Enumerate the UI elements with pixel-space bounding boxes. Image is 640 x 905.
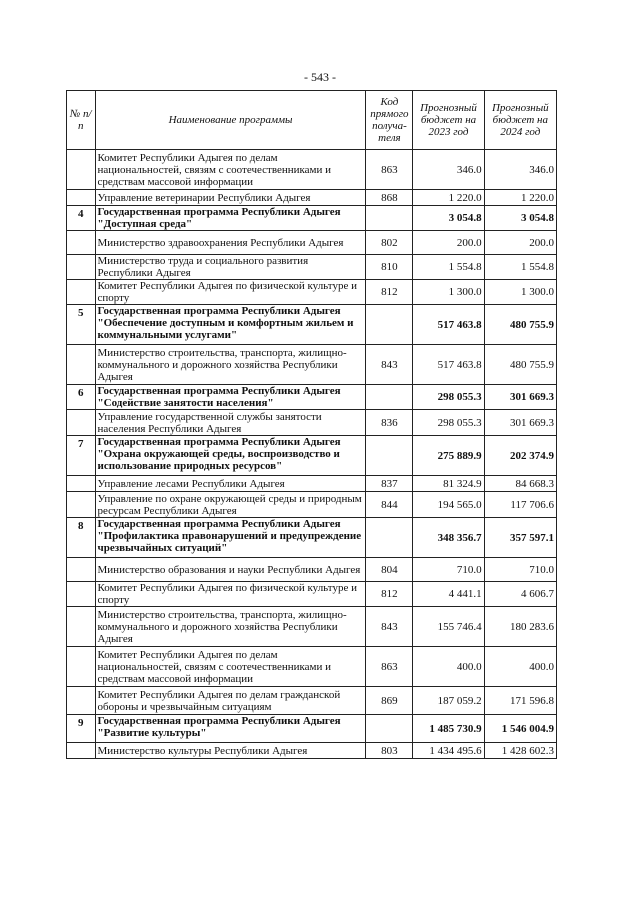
recipient-row (67, 231, 557, 255)
budget-2023: 1 300.0 (413, 280, 484, 305)
row-number (67, 492, 96, 518)
budget-2024: 171 596.8 (484, 687, 556, 715)
recipient-code: 843 (366, 345, 413, 385)
budget-2024: 1 428 602.3 (484, 743, 556, 759)
recipient-code (366, 715, 413, 743)
recipient-code: 803 (366, 743, 413, 759)
budget-2024: 1 546 004.9 (484, 715, 556, 743)
program-name: Государственная программа Республики Адыгея "Развитие культуры" (95, 715, 366, 743)
row-number: 7 (67, 436, 96, 476)
row-number (67, 582, 96, 607)
budget-2024: 1 554.8 (484, 255, 556, 280)
budget-2023: 517 463.8 (413, 305, 484, 345)
program-row (67, 518, 557, 558)
header-budget-2024: Прогнозный бюджет на 2024 год (484, 91, 556, 150)
recipient-code (366, 305, 413, 345)
budget-2024: 4 606.7 (484, 582, 556, 607)
budget-2023: 194 565.0 (413, 492, 484, 518)
budget-2024: 710.0 (484, 558, 556, 582)
header-name: Наименование программы (95, 91, 366, 150)
row-number (67, 607, 96, 647)
recipient-row (67, 492, 557, 518)
row-number (67, 743, 96, 759)
budget-2024: 301 669.3 (484, 410, 556, 436)
row-number (67, 410, 96, 436)
recipient-code (366, 436, 413, 476)
recipient-code: 863 (366, 647, 413, 687)
recipient-code: 863 (366, 150, 413, 190)
recipient-code: 868 (366, 190, 413, 206)
budget-2023: 517 463.8 (413, 345, 484, 385)
budget-table (66, 90, 557, 759)
program-name: Государственная программа Республики Адыгея "Профилактика правонарушений и предупреждение чрезвычайных ситуаций" (95, 518, 366, 558)
program-name: Комитет Республики Адыгея по делам национальностей, связям с соотечественниками и средствам массовой информации (95, 150, 366, 190)
program-name: Управление по охране окружающей среды и природным ресурсам Республики Адыгея (95, 492, 366, 518)
recipient-code: 812 (366, 582, 413, 607)
recipient-row (67, 190, 557, 206)
budget-2023: 81 324.9 (413, 476, 484, 492)
budget-2024: 3 054.8 (484, 206, 556, 231)
budget-2023: 346.0 (413, 150, 484, 190)
budget-2023: 710.0 (413, 558, 484, 582)
recipient-row (67, 255, 557, 280)
program-name: Министерство здравоохранения Республики Адыгея (95, 231, 366, 255)
budget-2024: 1 220.0 (484, 190, 556, 206)
program-row (67, 715, 557, 743)
budget-2024: 84 668.3 (484, 476, 556, 492)
program-name: Министерство строительства, транспорта, жилищно-коммунального и дорожного хозяйства Республики Адыгея (95, 345, 366, 385)
program-name: Министерство образования и науки Республики Адыгея (95, 558, 366, 582)
header-num: № п/п (67, 91, 96, 150)
program-name: Управление государственной службы занятости населения Республики Адыгея (95, 410, 366, 436)
recipient-row (67, 345, 557, 385)
recipient-row (67, 476, 557, 492)
budget-2023: 348 356.7 (413, 518, 484, 558)
program-row (67, 206, 557, 231)
budget-2023: 298 055.3 (413, 410, 484, 436)
recipient-code: 843 (366, 607, 413, 647)
budget-2023: 298 055.3 (413, 385, 484, 410)
recipient-code: 844 (366, 492, 413, 518)
budget-2024: 480 755.9 (484, 305, 556, 345)
recipient-code: 802 (366, 231, 413, 255)
budget-2024: 117 706.6 (484, 492, 556, 518)
recipient-row (67, 410, 557, 436)
budget-2023: 3 054.8 (413, 206, 484, 231)
recipient-row (67, 582, 557, 607)
recipient-row (67, 280, 557, 305)
program-name: Комитет Республики Адыгея по физической культуре и спорту (95, 582, 366, 607)
budget-2023: 187 059.2 (413, 687, 484, 715)
recipient-code: 837 (366, 476, 413, 492)
row-number (67, 647, 96, 687)
row-number: 4 (67, 206, 96, 231)
row-number (67, 687, 96, 715)
header-code: Код прямого получа-теля (366, 91, 413, 150)
budget-2023: 1 485 730.9 (413, 715, 484, 743)
page-number: - 543 - (304, 70, 336, 84)
program-name: Управление лесами Республики Адыгея (95, 476, 366, 492)
row-number: 9 (67, 715, 96, 743)
row-number (67, 345, 96, 385)
row-number (67, 280, 96, 305)
row-number: 5 (67, 305, 96, 345)
program-row (67, 305, 557, 345)
row-number (67, 231, 96, 255)
program-name: Комитет Республики Адыгея по делам гражданской обороны и чрезвычайным ситуациям (95, 687, 366, 715)
budget-2023: 200.0 (413, 231, 484, 255)
program-name: Комитет Республики Адыгея по делам национальностей, связям с соотечественниками и средствам массовой информации (95, 647, 366, 687)
recipient-code (366, 518, 413, 558)
budget-2023: 1 220.0 (413, 190, 484, 206)
program-name: Министерство труда и социального развития Республики Адыгея (95, 255, 366, 280)
program-name: Государственная программа Республики Адыгея "Обеспечение доступным и комфортным жильем и коммунальными услугами" (95, 305, 366, 345)
row-number: 8 (67, 518, 96, 558)
budget-2023: 155 746.4 (413, 607, 484, 647)
budget-2024: 346.0 (484, 150, 556, 190)
row-number: 6 (67, 385, 96, 410)
budget-2023: 400.0 (413, 647, 484, 687)
budget-2024: 180 283.6 (484, 607, 556, 647)
program-name: Государственная программа Республики Адыгея "Охрана окружающей среды, воспроизводство и использование природных ресурсов" (95, 436, 366, 476)
recipient-code: 869 (366, 687, 413, 715)
recipient-code: 810 (366, 255, 413, 280)
recipient-code: 804 (366, 558, 413, 582)
program-name: Министерство строительства, транспорта, жилищно-коммунального и дорожного хозяйства Республики Адыгея (95, 607, 366, 647)
recipient-row (67, 558, 557, 582)
recipient-code (366, 385, 413, 410)
budget-2024: 202 374.9 (484, 436, 556, 476)
row-number (67, 558, 96, 582)
row-number (67, 476, 96, 492)
recipient-code (366, 206, 413, 231)
row-number (67, 150, 96, 190)
recipient-code: 812 (366, 280, 413, 305)
recipient-row (67, 647, 557, 687)
program-row (67, 385, 557, 410)
program-row (67, 436, 557, 476)
table-header-row (67, 91, 557, 150)
budget-2023: 275 889.9 (413, 436, 484, 476)
budget-2024: 200.0 (484, 231, 556, 255)
program-name: Управление ветеринарии Республики Адыгея (95, 190, 366, 206)
budget-2024: 1 300.0 (484, 280, 556, 305)
header-budget-2023: Прогнозный бюджет на 2023 год (413, 91, 484, 150)
budget-2023: 1 554.8 (413, 255, 484, 280)
budget-2024: 357 597.1 (484, 518, 556, 558)
budget-2023: 1 434 495.6 (413, 743, 484, 759)
program-name: Комитет Республики Адыгея по физической культуре и спорту (95, 280, 366, 305)
budget-2023: 4 441.1 (413, 582, 484, 607)
budget-2024: 301 669.3 (484, 385, 556, 410)
recipient-row (67, 150, 557, 190)
recipient-row (67, 743, 557, 759)
recipient-row (67, 607, 557, 647)
budget-2024: 400.0 (484, 647, 556, 687)
budget-2024: 480 755.9 (484, 345, 556, 385)
program-name: Государственная программа Республики Адыгея "Содействие занятости населения" (95, 385, 366, 410)
program-name: Государственная программа Республики Адыгея "Доступная среда" (95, 206, 366, 231)
row-number (67, 190, 96, 206)
program-name: Министерство культуры Республики Адыгея (95, 743, 366, 759)
row-number (67, 255, 96, 280)
recipient-code: 836 (366, 410, 413, 436)
recipient-row (67, 687, 557, 715)
